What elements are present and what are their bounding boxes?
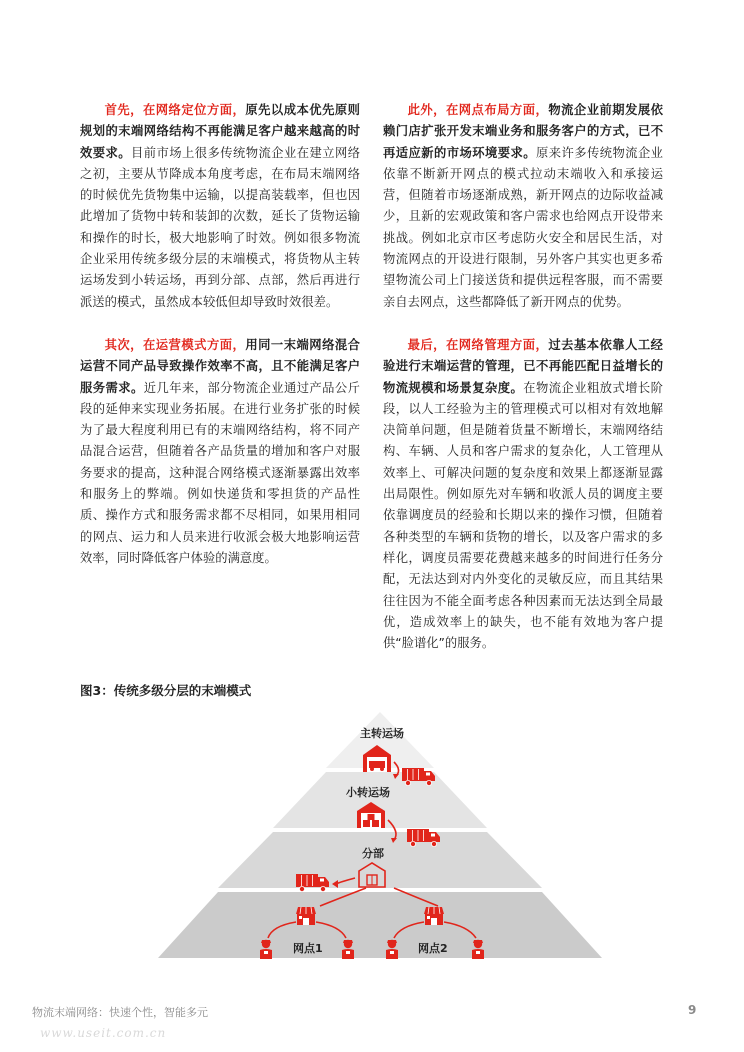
main-hub-label: 主转运场 [360,727,404,740]
footer-text: 物流末端网络：快速个性，智能多元 [32,1006,208,1019]
outlet1-label: 网点1 [293,942,323,955]
page-number: 9 [688,1003,697,1017]
para-lead-red: 最后，在网络管理方面， [407,337,549,352]
para-lead-bold: 过去基本依靠人工经验进行末端运营的管理，已不再能匹配日益增长的物流规模和场景复杂度。 [383,337,663,395]
pyramid-tier-4 [158,892,602,958]
left-column [80,100,360,591]
shop-icon [424,907,444,925]
para-lead-red: 首先，在网络定位方面， [104,103,246,117]
para-body: 在物流企业粗放式增长阶段，以人工经验为主的管理模式可以相对有效地解决简单问题，但是随着货量不断增长，末端网络结构、车辆、人员和客户需求的复杂化，人工管理从效率上、可解决问题的复杂度和效果上都逐渐显露出局限性。例如原先对车辆和收派人员的调度主要依靠调度员的经验和长期以来的操作习惯，但随着各种类型的车辆和货物的增长，以及客户需求的多样化，调度员需要花费越来越多的时间进行任务分配，无法达到对内外变化的灵敏反应，而且其结果往往因为不能全面考虑各种因素而无法达到全局最优，造成效率上的缺失，也不能有效地为客户提供“脸谱化”的服务。 [383,380,663,651]
small-hub-label: 小转运场 [346,786,390,799]
para-lead-red: 其次，在运营模式方面， [104,337,246,352]
shop-icon [296,907,316,925]
para-lead-bold: 用同一末端网络混合运营不同产品导致操作效率不高，且不能满足客户服务需求。 [80,337,360,395]
paragraph-network-management [383,335,663,654]
figure-title: 图3：传统多级分层的末端模式 [80,683,252,698]
para-lead-bold: 物流企业前期发展依赖门店扩张开发末端业务和服务客户的方式，已不再适应新的市场环境要求。 [383,103,663,160]
pyramid-diagram [150,712,610,992]
para-lead-red: 此外，在网点布局方面， [407,103,549,117]
branch-label: 分部 [362,847,384,860]
para-body: 目前市场上很多传统物流企业在建立网络之初，主要从节降成本角度考虑，在布局末端网络的时候优先货物集中运输，以提高装载率，但也因此增加了货物中转和装卸的次数，延长了货物运输和操作的时长，极大地影响了时效。例如很多物流企业采用传统多级分层的末端模式，将货物从主转运场发到小转运场，再到分部、点部，然后再进行派送的模式，虽然成本较低但却导致时效很差。 [80,145,360,309]
watermark: www.useit.com.cn [40,1026,167,1040]
paragraph-operation-mode [80,335,360,569]
para-body: 近几年来，部分物流企业通过产品公斤段的延伸来实现业务拓展。在进行业务扩张的时候为了最大程度利用已有的末端网络结构，将不同产品混合运营，但随着各产品货量的增加和客户对服务要求的提高，这种混合网络模式逐渐暴露出效率和服务上的弊端。例如快递货和零担货的产品性质、操作方式和服务需求都不尽相同，如果用相同的网点、运力和人员来进行收派会极大地影响运营效率，同时降低客户体验的满意度。 [80,380,360,565]
right-column [383,100,663,676]
para-body: 原来许多传统物流企业依靠不断新开网点的模式拉动末端收入和承接运营，但随着市场逐渐成熟，新开网点的边际收益减少，且新的宏观政策和客户需求也给网点开设带来挑战。例如北京市区考虑防火安全和居民生活，对物流网点的开设进行限制，另外客户其实也更多希望物流公司上门接送货和提供远程客服，而不需要亲自去网点，这些都降低了新开网点的优势。 [383,145,663,309]
outlet2-label: 网点2 [418,942,448,955]
paragraph-network-positioning [80,100,360,313]
paragraph-outlet-layout [383,100,663,313]
pyramid-tier-3 [218,832,542,888]
para-lead-bold: 原先以成本优先原则规划的末端网络结构不再能满足客户越来越高的时效要求。 [80,103,360,160]
